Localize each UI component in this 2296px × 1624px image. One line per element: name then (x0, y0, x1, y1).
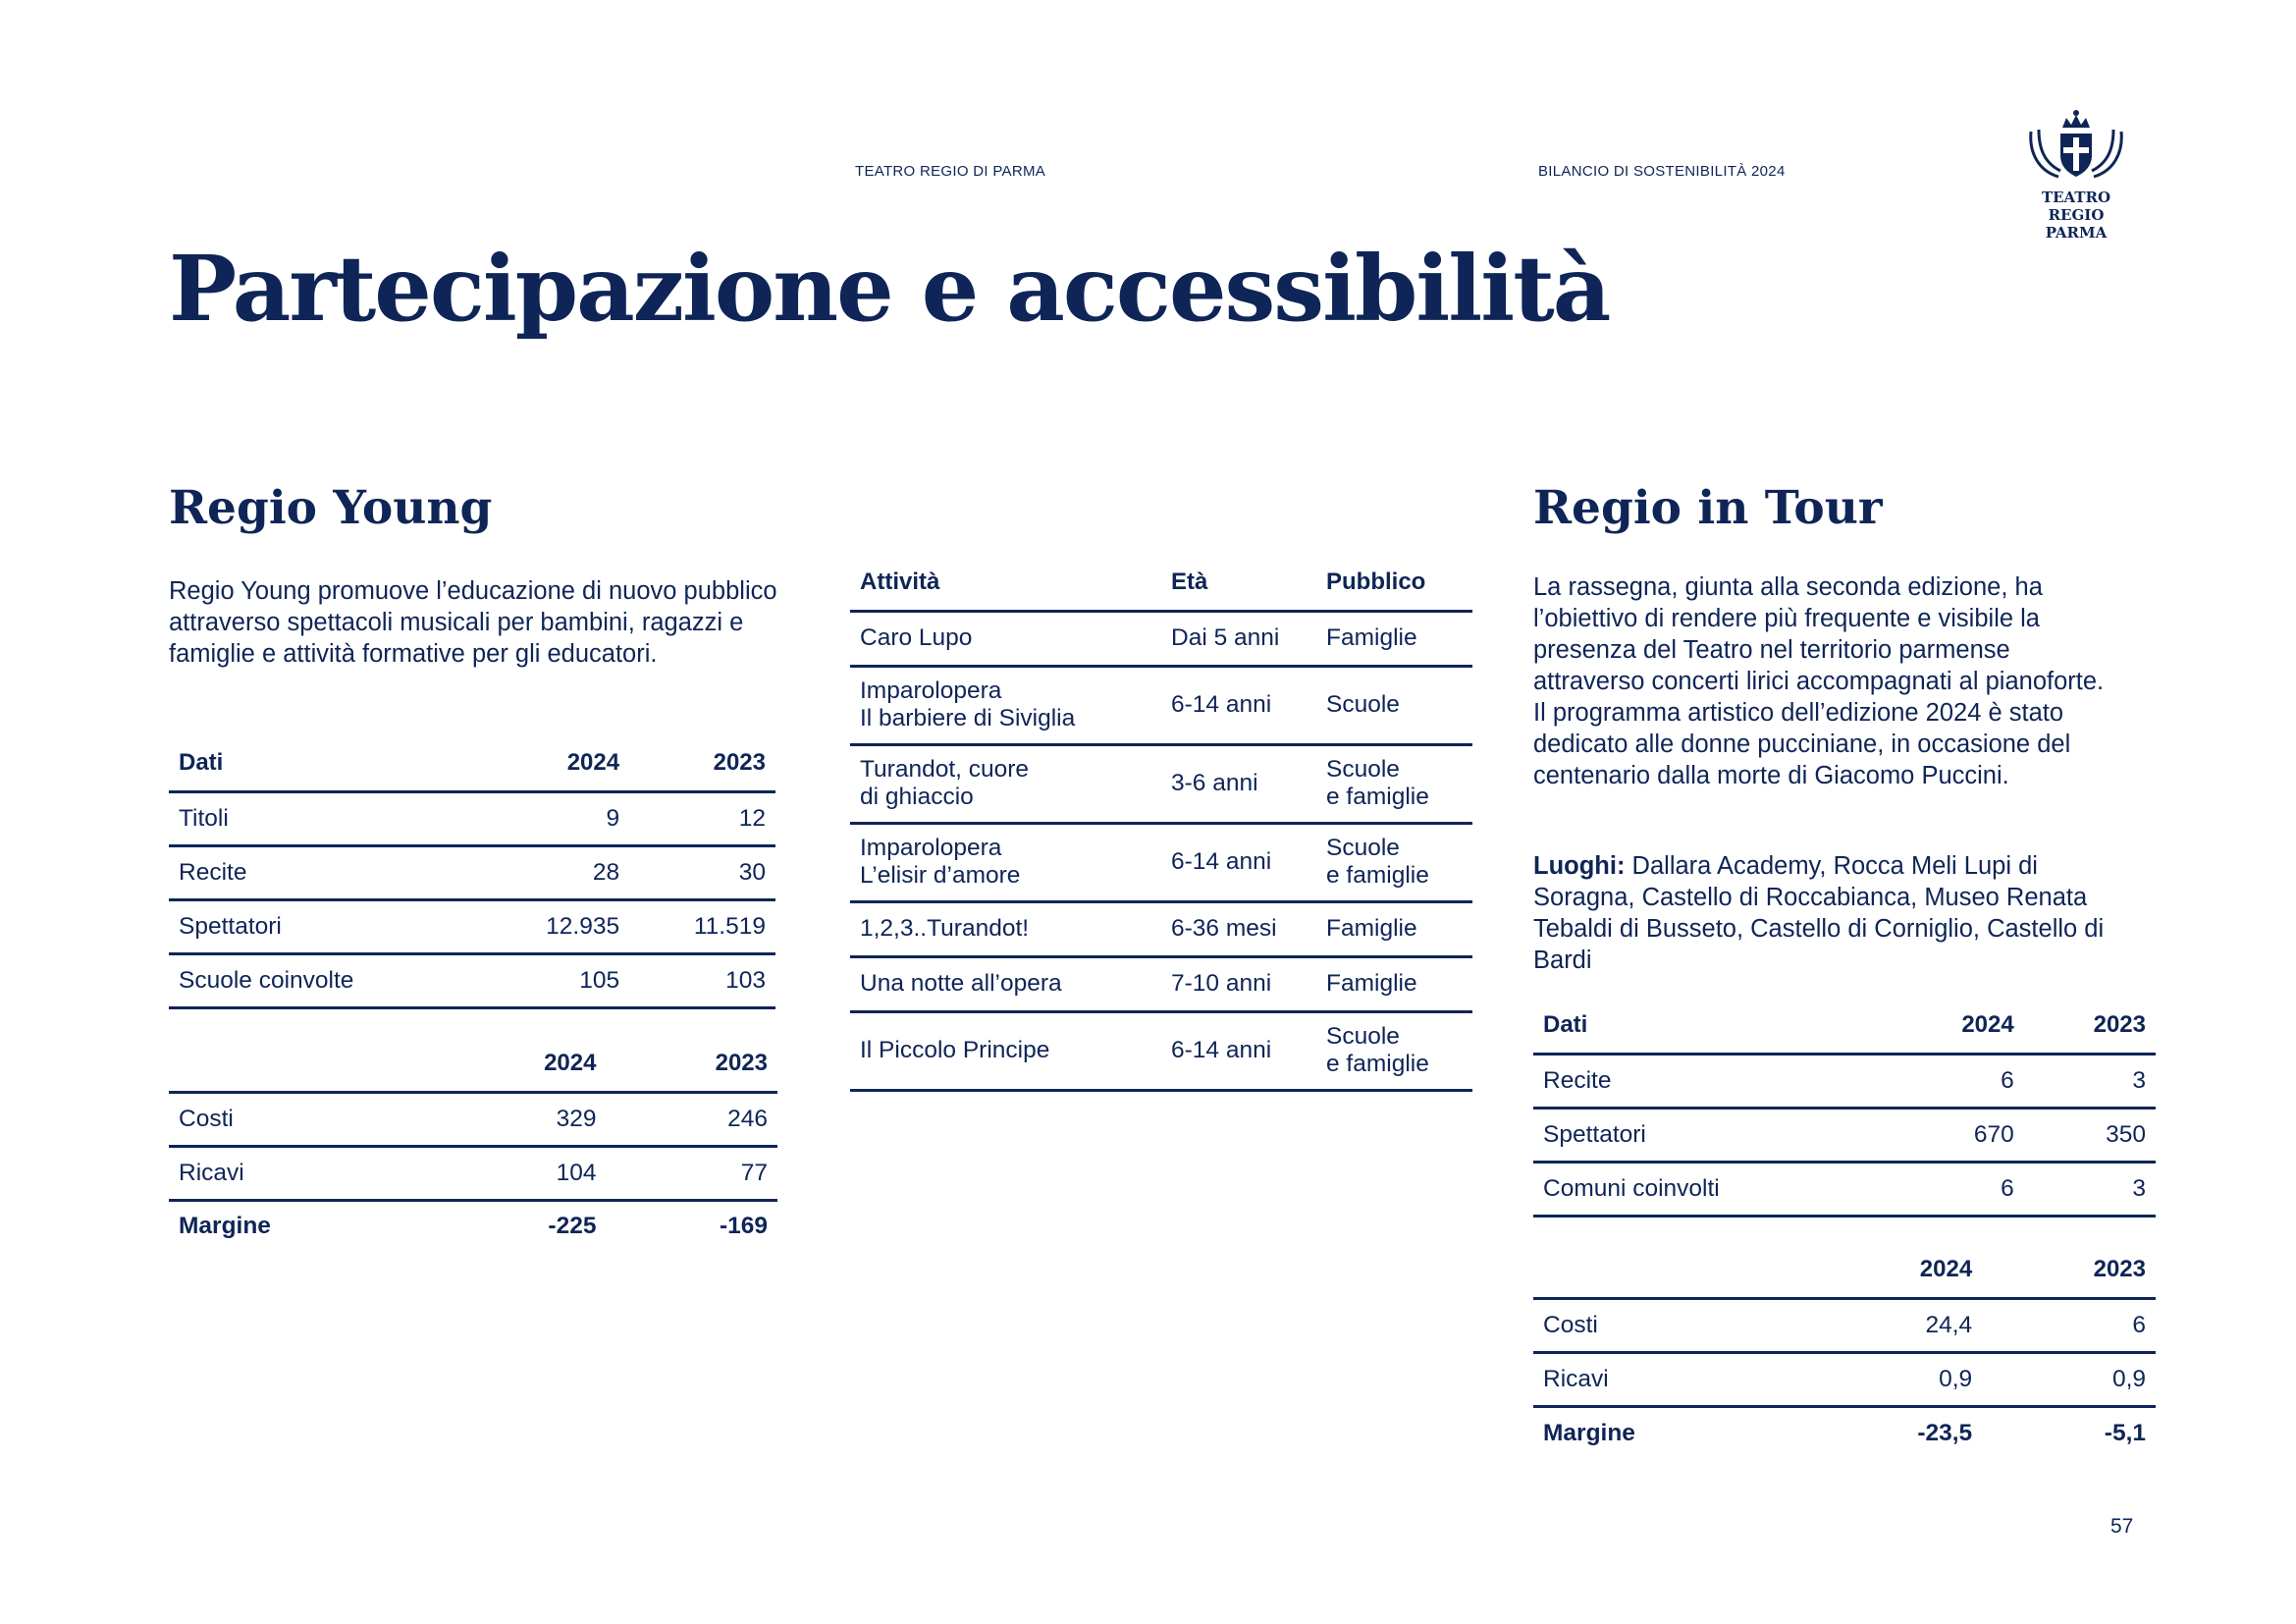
column-header: 2023 (1982, 1243, 2156, 1298)
column-header: Pubblico (1316, 556, 1472, 611)
crest-icon (2025, 106, 2127, 189)
activity-audience: Scuole e famiglie (1316, 823, 1472, 901)
value-2024: 6 (1892, 1162, 2023, 1216)
activity-name: Caro Lupo (850, 611, 1161, 666)
activity-age: 6-14 anni (1161, 1011, 1316, 1090)
value-2024: 105 (480, 953, 629, 1007)
value-2023: 12 (629, 791, 775, 845)
table-row (1533, 1162, 2156, 1216)
row-label: Costi (169, 1092, 435, 1146)
value-2023: 6 (1982, 1298, 2156, 1352)
activity-audience: Scuole (1316, 666, 1472, 744)
value-2024: 24,4 (1802, 1298, 1982, 1352)
regio-tour-locations (1533, 850, 2122, 976)
value-2023: 350 (2024, 1108, 2156, 1162)
table-header-row (850, 556, 1472, 611)
regio-tour-economics-table (1533, 1243, 2156, 1459)
header-report-title: BILANCIO DI SOSTENIBILITÀ 2024 (1538, 163, 1786, 180)
column-header: 2023 (629, 736, 775, 791)
table-row (169, 899, 775, 953)
table-row (169, 953, 775, 1007)
value-2023: 3 (2024, 1162, 2156, 1216)
activity-audience: Scuole e famiglie (1316, 1011, 1472, 1090)
page-number: 57 (2110, 1515, 2134, 1538)
table-row (169, 791, 775, 845)
column-header: Dati (169, 736, 480, 791)
table-row (850, 901, 1472, 956)
regio-young-description: Regio Young promuove l’educazione di nuovo pubblico attraverso spettacoli musicali per bambini, ragazzi e famiglie e attività formative per gli educatori. (169, 577, 777, 668)
row-label: Recite (1533, 1054, 1892, 1108)
table-total-row (1533, 1406, 2156, 1459)
table-row (850, 823, 1472, 901)
logo-name: TEATRO REGIO (2041, 189, 2111, 224)
column-header (169, 1037, 435, 1092)
table-total-row (169, 1200, 777, 1251)
column-header: Dati (1533, 999, 1892, 1054)
row-label: Costi (1533, 1298, 1802, 1352)
row-label: Spettatori (169, 899, 480, 953)
regio-tour-description: La rassegna, giunta alla seconda edizione, ha l’obiettivo di rendere più frequente e visibile la presenza del Teatro nel territorio parmense attraverso concerti lirici accompagnati al pianoforte. Il programma artistico dell’edizione 2024 è stato dedicato alle donne pucciniane, in occasione del centenario dalla morte di Giacomo Puccini. (1533, 573, 2105, 789)
value-2024: 670 (1892, 1108, 2023, 1162)
value-2023: 77 (606, 1146, 777, 1200)
value-2023: 3 (2024, 1054, 2156, 1108)
value-2023: 11.519 (629, 899, 775, 953)
row-label: Comuni coinvolti (1533, 1162, 1892, 1216)
row-label: Spettatori (1533, 1108, 1892, 1162)
row-label: Margine (1543, 1419, 1635, 1446)
table-row (169, 845, 775, 899)
page-title: Partecipazione e accessibilità (169, 236, 1610, 342)
table-header-row (1533, 999, 2156, 1054)
column-header (1533, 1243, 1802, 1298)
value-2024: -23,5 (1917, 1419, 1973, 1446)
row-label: Margine (179, 1212, 271, 1239)
value-2024: 12.935 (480, 899, 629, 953)
activity-audience: Famiglie (1316, 611, 1472, 666)
table-row (1533, 1054, 2156, 1108)
value-2023: 246 (606, 1092, 777, 1146)
activities-table (850, 556, 1472, 1092)
row-label: Ricavi (169, 1146, 435, 1200)
column-header: Età (1161, 556, 1316, 611)
logo-city: PARMA (2045, 224, 2108, 242)
table-header-row (1533, 1243, 2156, 1298)
column-header: 2024 (1802, 1243, 1982, 1298)
value-2024: 28 (480, 845, 629, 899)
value-2023: 103 (629, 953, 775, 1007)
regio-young-economics-table (169, 1037, 777, 1251)
table-header-row (169, 736, 775, 791)
activity-audience: Famiglie (1316, 956, 1472, 1011)
column-header: Attività (850, 556, 1161, 611)
column-header: 2024 (435, 1037, 607, 1092)
activity-age: Dai 5 anni (1161, 611, 1316, 666)
activity-name: 1,2,3..Turandot! (850, 901, 1161, 956)
activity-name: Imparolopera L’elisir d’amore (850, 823, 1161, 901)
activity-name: Una notte all’opera (850, 956, 1161, 1011)
value-2023: -169 (719, 1212, 768, 1239)
row-label: Scuole coinvolte (169, 953, 480, 1007)
activity-name: Imparolopera Il barbiere di Siviglia (850, 666, 1161, 744)
table-row (850, 956, 1472, 1011)
value-2024: 9 (480, 791, 629, 845)
activity-name: Turandot, cuore di ghiaccio (850, 744, 1161, 823)
table-row (850, 611, 1472, 666)
column-header: 2023 (2024, 999, 2156, 1054)
table-row (169, 1146, 777, 1200)
value-2023: -5,1 (2104, 1419, 2146, 1446)
activity-audience: Scuole e famiglie (1316, 744, 1472, 823)
activity-age: 6-36 mesi (1161, 901, 1316, 956)
activity-age: 7-10 anni (1161, 956, 1316, 1011)
teatro-regio-logo (2012, 106, 2140, 242)
table-row (1533, 1298, 2156, 1352)
value-2024: 0,9 (1802, 1352, 1982, 1406)
header-publisher: TEATRO REGIO DI PARMA (855, 163, 1046, 180)
activity-age: 3-6 anni (1161, 744, 1316, 823)
value-2023: 0,9 (1982, 1352, 2156, 1406)
regio-young-heading: Regio Young (169, 481, 493, 535)
row-label: Titoli (169, 791, 480, 845)
activity-name: Il Piccolo Principe (850, 1011, 1161, 1090)
table-header-row (169, 1037, 777, 1092)
table-row (1533, 1352, 2156, 1406)
locations-label: Luoghi: (1533, 852, 1626, 880)
activity-audience: Famiglie (1316, 901, 1472, 956)
activity-age: 6-14 anni (1161, 666, 1316, 744)
value-2024: -225 (548, 1212, 597, 1239)
table-row (850, 1011, 1472, 1090)
column-header: 2024 (480, 736, 629, 791)
column-header: 2023 (606, 1037, 777, 1092)
regio-tour-data-table (1533, 999, 2156, 1218)
value-2024: 104 (435, 1146, 607, 1200)
value-2024: 6 (1892, 1054, 2023, 1108)
table-row (850, 744, 1472, 823)
table-row (1533, 1108, 2156, 1162)
table-row (169, 1092, 777, 1146)
value-2023: 30 (629, 845, 775, 899)
regio-tour-heading: Regio in Tour (1533, 481, 1883, 535)
table-row (850, 666, 1472, 744)
value-2024: 329 (435, 1092, 607, 1146)
activity-age: 6-14 anni (1161, 823, 1316, 901)
row-label: Recite (169, 845, 480, 899)
locations-list: Dallara Academy, Rocca Meli Lupi di Soragna, Castello di Roccabianca, Museo Renata Tebaldi di Busseto, Castello di Corniglio, Castello di Bardi (1533, 852, 2105, 974)
column-header: 2024 (1892, 999, 2023, 1054)
row-label: Ricavi (1533, 1352, 1802, 1406)
regio-young-data-table (169, 736, 775, 1009)
